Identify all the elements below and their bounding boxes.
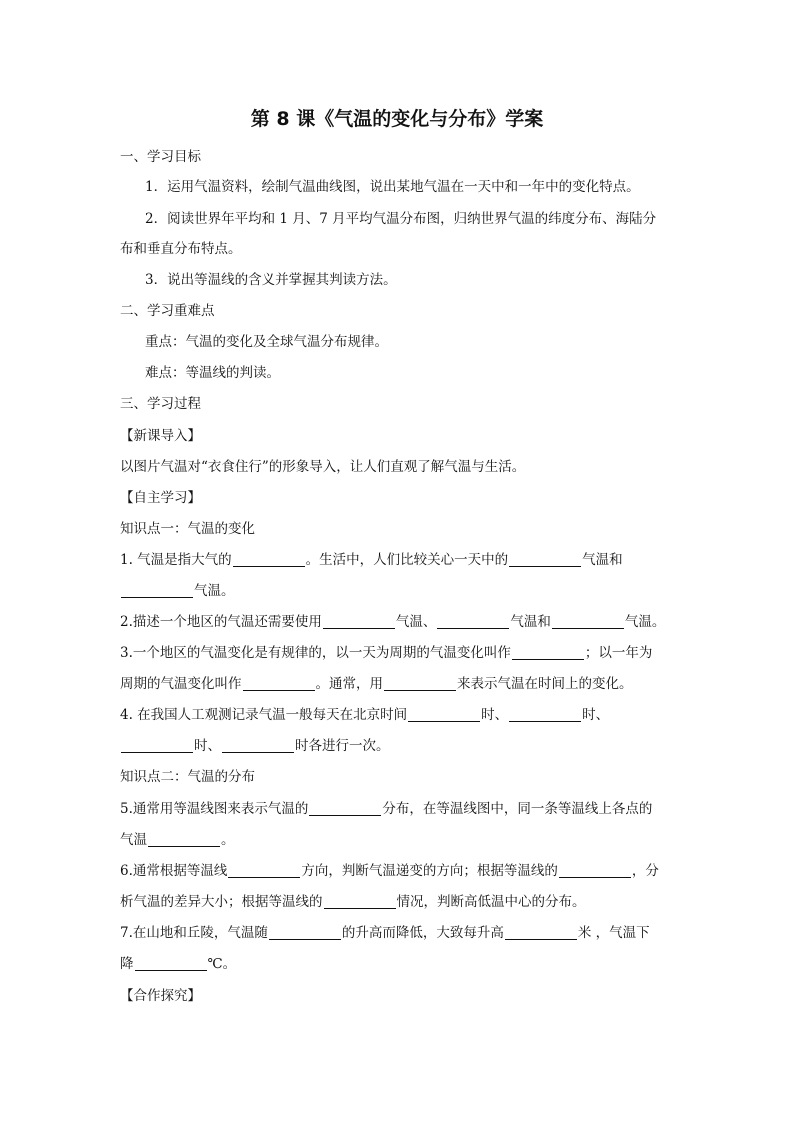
answer-blank[interactable] [324,894,396,909]
difficult-point: 难点：等温线的判读。 [145,365,280,381]
question-4-continued: 时、 时各进行一次。 [120,737,390,755]
answer-blank[interactable] [552,614,624,629]
cooperative-inquiry-label: 【合作探究】 [120,988,201,1004]
answer-blank[interactable] [509,707,581,722]
answer-blank[interactable] [233,552,305,567]
answer-blank[interactable] [228,863,300,878]
self-study-label: 【自主学习】 [120,490,201,506]
answer-blank[interactable] [148,832,220,847]
answer-blank[interactable] [121,583,193,598]
answer-blank[interactable] [437,614,509,629]
question-1-continued: 气温。 [120,582,235,600]
question-3: 3.一个地区的气温变化是有规律的，以一天为周期的气温变化叫作 ；以一年为 [120,645,653,661]
knowledge-point-1: 知识点一：气温的变化 [120,521,255,537]
goal-2: 2．阅读世界年平均和 1 月、7 月平均气温分布图，归纳世界气温的纬度分布、海陆分 [145,211,657,227]
new-lesson-text: 以图片气温对“衣食住行”的形象导入，让人们直观了解气温与生活。 [120,459,526,475]
answer-blank[interactable] [121,738,193,753]
goal-2-continued: 布和垂直分布特点。 [120,241,242,257]
answer-blank[interactable] [269,925,341,940]
goal-1: 1．运用气温资料，绘制气温曲线图，说出某地气温在一天中和一年中的变化特点。 [145,179,640,195]
question-3-continued: 周期的气温变化叫作 。通常，用 来表示气温在时间上的变化。 [120,676,633,692]
question-7: 7.在山地和丘陵，气温随 的升高而降低，大致每升高 米 ，气温下 [120,925,650,941]
answer-blank[interactable] [222,738,294,753]
page-title: 第 8 课《气温的变化与分布》学案 [250,108,544,130]
new-lesson-label: 【新课导入】 [120,428,201,444]
answer-blank[interactable] [505,925,577,940]
key-point: 重点：气温的变化及全球气温分布规律。 [145,334,388,350]
question-5-continued: 气温 。 [120,832,235,848]
question-1: 1. 气温是指大气的 。生活中，人们比较关心一天中的 气温和 [120,552,623,568]
section-heading-key-points: 二、学习重难点 [120,303,215,319]
goal-3: 3．说出等温线的含义并掌握其判读方法。 [145,272,397,288]
answer-blank[interactable] [384,676,456,691]
section-heading-goals: 一、学习目标 [120,149,201,165]
question-6-continued: 析气温的差异大小；根据等温线的 情况，判断高低温中心的分布。 [120,894,586,910]
knowledge-point-2: 知识点二：气温的分布 [120,769,255,785]
question-7-continued: 降 ℃。 [120,956,237,972]
answer-blank[interactable] [408,707,480,722]
answer-blank[interactable] [243,676,315,691]
question-2: 2.描述一个地区的气温还需要使用 气温、 气温和 气温。 [120,614,666,630]
answer-blank[interactable] [559,863,631,878]
answer-blank[interactable] [135,956,207,971]
question-5: 5.通常用等温线图来表示气温的 分布，在等温线图中，同一条等温线上各点的 [120,801,653,817]
section-heading-process: 三、学习过程 [120,396,201,412]
answer-blank[interactable] [309,801,381,816]
answer-blank[interactable] [323,614,395,629]
question-6: 6.通常根据等温线 方向，判断气温递变的方向；根据等温线的 ，分 [120,863,659,879]
question-4: 4. 在我国人工观测记录气温一般每天在北京时间 时、 时、 [120,707,610,723]
answer-blank[interactable] [509,552,581,567]
answer-blank[interactable] [512,645,584,660]
